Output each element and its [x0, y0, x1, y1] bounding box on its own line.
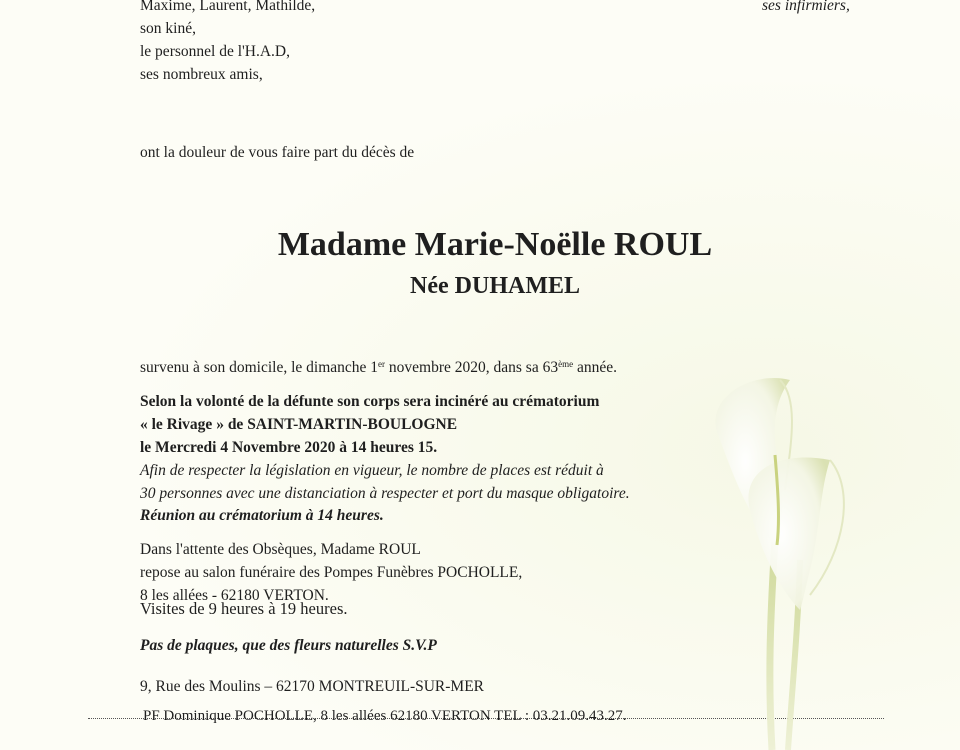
death-text-2: novembre 2020, dans sa 63 — [385, 359, 559, 376]
rest-line: Dans l'attente des Obsèques, Madame ROUL — [140, 541, 421, 558]
ceremony-note: 30 personnes avec une distanciation à respecter et port du masque obligatoire. — [140, 485, 630, 502]
death-text-1: survenu à son domicile, le dimanche 1 — [140, 359, 379, 376]
birth-name: Née DUHAMEL — [410, 273, 580, 299]
ceremony-line: Selon la volonté de la défunte son corps sera incinéré au crématorium — [140, 393, 600, 410]
family-line: son kiné, — [140, 20, 196, 37]
family-list — [140, 0, 315, 86]
deceased-name: Madame Marie-Noëlle ROUL — [277, 226, 713, 263]
announcement-intro: ont la douleur de vous faire part du décès de — [140, 144, 415, 161]
family-line: le personnel de l'H.A.D, — [140, 43, 291, 60]
ceremony-block — [140, 390, 630, 505]
ceremony-line: « le Rivage » de SAINT-MARTIN-BOULOGNE — [140, 416, 458, 433]
death-text-3: année. — [573, 359, 617, 376]
calla-lily-illustration — [680, 360, 870, 750]
funeral-home-footer: PF Dominique POCHOLLE, 8 les allées 62180 VERTON TEL : 03.21.09.43.27. — [143, 708, 627, 724]
ceremony-note: Afin de respecter la législation en vigueur, le nombre de places est réduit à — [140, 462, 604, 479]
flowers-note: Pas de plaques, que des fleurs naturelles S.V.P — [140, 637, 437, 654]
family-line: Maxime, Laurent, Mathilde, — [140, 0, 316, 14]
death-details — [140, 356, 617, 379]
death-sup-2: ème — [558, 359, 574, 369]
ceremony-line: le Mercredi 4 Novembre 2020 à 14 heures 15. — [140, 439, 438, 456]
reunion-note: Réunion au crématorium à 14 heures. — [140, 507, 384, 524]
family-line: ses nombreux amis, — [140, 66, 263, 83]
death-sup-1: er — [378, 359, 386, 369]
rest-line: repose au salon funéraire des Pompes Funèbres POCHOLLE, — [140, 564, 523, 581]
family-right-line: ses infirmiers, — [762, 0, 850, 14]
rest-line: 8 les allées - 62180 VERTON. — [140, 587, 329, 604]
visiting-hours: Visites de 9 heures à 19 heures. — [140, 599, 348, 618]
family-address: 9, Rue des Moulins – 62170 MONTREUIL-SUR-MER — [140, 678, 485, 695]
